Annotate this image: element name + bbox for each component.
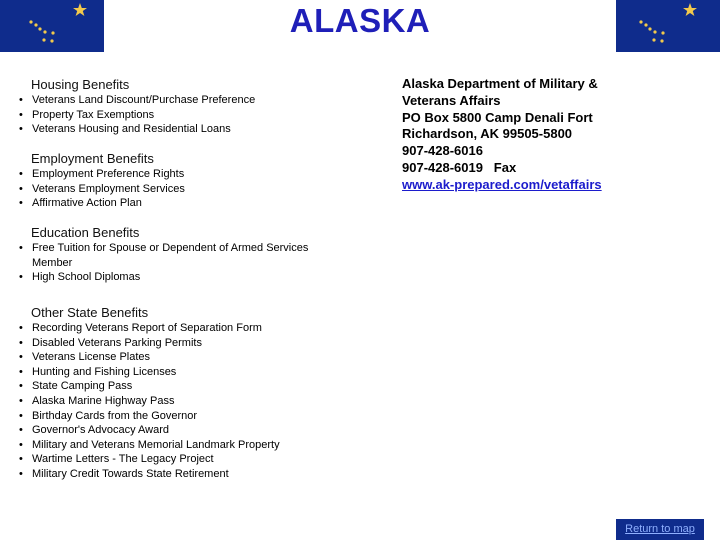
list-item: • High School Diplomas [0,270,310,285]
contact-address-line: Richardson, AK 99505-5800 [402,126,573,142]
employment-benefits-heading: Employment Benefits [31,151,154,166]
employment-benefits-list [0,167,185,211]
page-title: ALASKA [289,2,431,39]
list-item: • Governor's Advocacy Award [0,423,280,438]
list-item: • State Camping Pass [0,379,280,394]
list-item: • Veterans Employment Services [0,182,185,197]
list-item: • Veterans Land Discount/Purchase Preference [0,93,255,108]
contact-fax: 907-428-6019 Fax [402,159,517,175]
list-item: • Veterans License Plates [0,350,280,365]
website-link[interactable]: www.ak-prepared.com/vetaffairs [402,176,602,192]
other-benefits-heading: Other State Benefits [31,305,149,320]
list-item: • Veterans Housing and Residential Loans [0,122,255,137]
list-item: • Birthday Cards from the Governor [0,409,280,424]
contact-org-line: Veterans Affairs [402,92,501,108]
list-item: • Property Tax Exemptions [0,108,255,123]
list-item: • Affirmative Action Plan [0,196,185,211]
list-item: • Free Tuition for Spouse or Dependent of Armed Services Member [0,241,310,270]
list-item: • Hunting and Fishing Licenses [0,365,280,380]
contact-block [402,76,702,194]
return-to-map-button[interactable]: Return to map [616,519,704,540]
list-item: • Disabled Veterans Parking Permits [0,336,280,351]
contact-address-line: PO Box 5800 Camp Denali Fort [402,109,593,125]
list-item: • Employment Preference Rights [0,167,185,182]
list-item: • Military and Veterans Memorial Landmark Property [0,438,280,453]
education-benefits-list [0,241,310,285]
contact-phone: 907-428-6016 [402,143,483,159]
education-benefits-heading: Education Benefits [31,225,140,240]
list-item: • Military Credit Towards State Retirement [0,467,280,482]
list-item: • Alaska Marine Highway Pass [0,394,280,409]
list-item: • Recording Veterans Report of Separation Form [0,321,280,336]
housing-benefits-list [0,93,255,137]
list-item: • Wartime Letters - The Legacy Project [0,452,280,467]
other-benefits-list [0,321,280,482]
housing-benefits-heading: Housing Benefits [31,77,130,92]
contact-org-line: Alaska Department of Military & [402,76,598,91]
